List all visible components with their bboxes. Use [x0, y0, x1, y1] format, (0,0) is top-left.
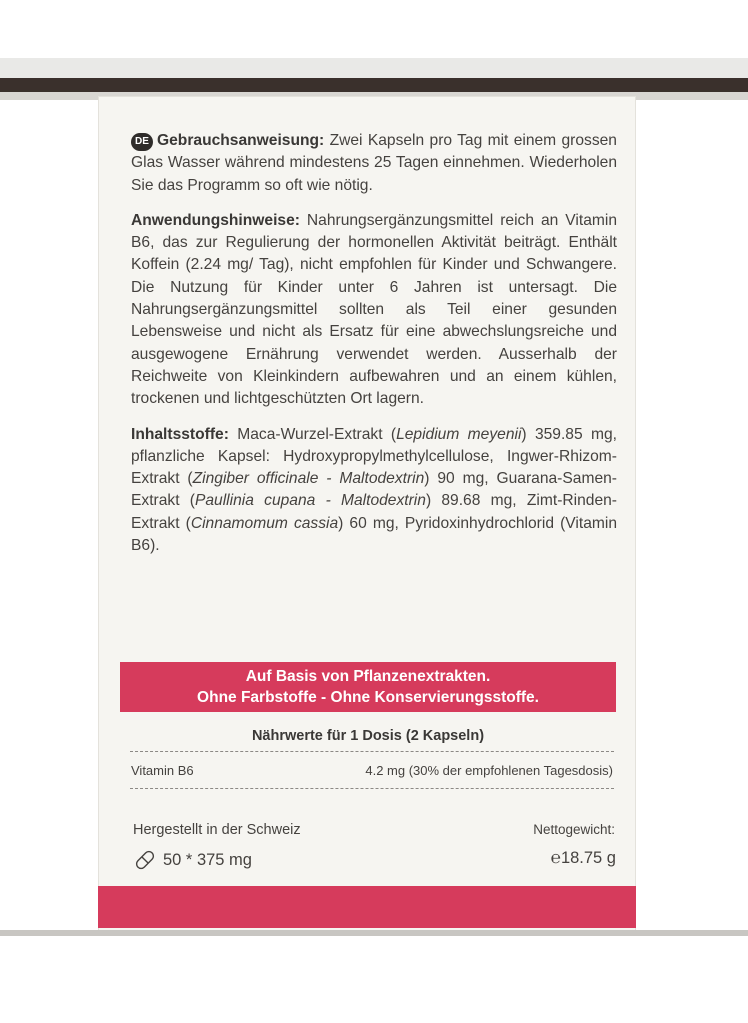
banner-line-1: Auf Basis von Pflanzenextrakten. — [245, 668, 491, 685]
made-in-label: Hergestellt in der Schweiz — [133, 822, 301, 838]
notes-text: Nahrungsergänzungsmittel reich an Vitamin B6, das zur Regulierung der hormonellen Aktivität beiträgt. Enthält Koffein (2.24 mg/ Tag), nicht empfohlen für Kinder und Schwangere. Die Nutzung für Kinder unter 6 Jahren ist untersagt. Die Nahrungsergänzungsmittel sollten als Teil einer gesunden Lebensweise und nicht als Ersatz für eine abwechslungsreiche und ausgewogene Ernährung verwendet werden. Ausserhalb der Reichweite von Kleinkindern aufbewahren und an einem kühlen, trockenen und lichtgeschützten Ort lagern. — [131, 211, 617, 408]
notes-label: Anwendungshinweise: — [131, 211, 300, 229]
ingredients-text-2: ) 359.85 mg, pflanzliche Kapsel: Hydroxypropylmethylcellulose, Ingwer-Rhizom-Extrakt ( — [131, 425, 617, 488]
capsule-icon — [133, 848, 157, 872]
claims-banner — [120, 662, 616, 712]
ingredients-text-5: ) 60 mg, Pyridoxinhydrochlorid (Vitamin B6). — [131, 514, 617, 555]
usage-label: Gebrauchsanweisung: — [157, 132, 325, 149]
ingredients-text-3: ) 90 mg, Guarana-Samen-Extrakt ( — [131, 470, 617, 510]
label-text — [131, 130, 617, 570]
net-weight-amount: 18.75 g — [560, 849, 616, 867]
capsule-amount: 50 * 375 mg — [163, 850, 252, 869]
ingredients-paragraph — [131, 424, 617, 558]
nutrition-divider-top — [130, 751, 614, 752]
nutrient-name: Vitamin B6 — [131, 763, 194, 778]
ingredients-text-4: ) 89.68 mg, Zimt-Rinden-Extrakt ( — [131, 492, 617, 532]
language-badge: DE — [131, 133, 153, 151]
ingredients-latin-2: Zingiber officinale - Maltodextrin — [192, 470, 425, 488]
ingredients-latin-1: Lepidium meyenii — [396, 425, 522, 443]
ingredients-label: Inhaltsstoffe: — [131, 425, 229, 443]
net-weight-value — [490, 848, 616, 868]
estimated-sign-icon: ℮ — [550, 848, 561, 867]
box-bottom-edge — [0, 930, 748, 1023]
banner-line-2: Ohne Farbstoffe - Ohne Konservierungsstoffe. — [197, 689, 539, 706]
accent-band — [98, 886, 636, 928]
nutrient-value: 4.2 mg (30% der empfohlenen Tagesdosis) — [365, 763, 613, 778]
ingredients-latin-4: Cinnamomum cassia — [190, 514, 339, 532]
usage-paragraph — [131, 130, 617, 197]
net-weight-label: Nettogewicht: — [533, 822, 615, 837]
ingredients-text-1: Maca-Wurzel-Extrakt ( — [228, 425, 397, 443]
nutrition-title: Nährwerte für 1 Dosis (2 Kapseln) — [251, 728, 485, 744]
usage-text: Zwei Kapseln pro Tag mit einem grossen Glas Wasser während mindestens 25 Tagen einnehmen. Wiederholen Sie das Programm so oft wie nötig. — [131, 132, 617, 194]
ingredients-latin-3: Paullinia cupana - Maltodextrin — [194, 492, 426, 510]
nutrition-divider-bottom — [130, 788, 614, 789]
capsule-count — [133, 848, 252, 872]
notes-paragraph — [131, 210, 617, 411]
box-top-edge — [0, 0, 748, 100]
